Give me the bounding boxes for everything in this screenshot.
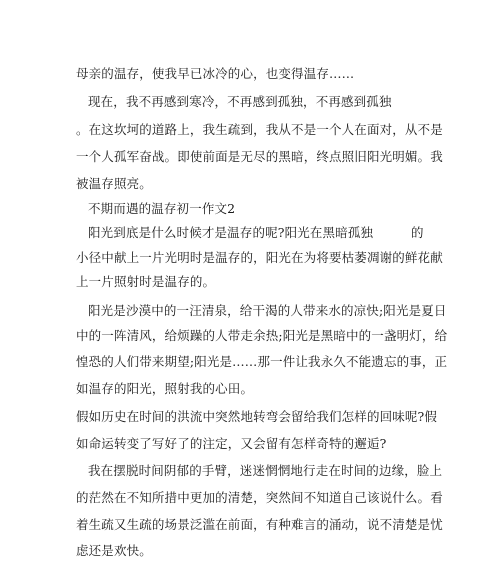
text-line-5: 被温存照亮。 [76, 176, 152, 191]
text-line-15: 如命运转变了写好了的注定，又会留有怎样奇特的邂逅? [76, 436, 387, 451]
text-line-19: 虑还是欢快。 [76, 543, 152, 558]
text-line-7: 阳光到底是什么时候才是温存的呢?阳光在黑暗孤独 [88, 225, 374, 240]
text-line-11: 中的一阵清风，给烦躁的人带走余热;阳光是黑暗中的一盏明灯，给 [76, 328, 448, 343]
text-line-12: 惶恐的人们带来期望;阳光是……那一件让我永久不能遗忘的事，正 [76, 354, 448, 369]
text-line-7-tail: 的 [411, 225, 424, 240]
text-line-17: 的茫然在不知所措中更加的清楚，突然间不知道自己该说什么。看 [76, 490, 443, 505]
text-line-2: 现在，我不再感到寒冷，不再感到孤独，不再感到孤独 [88, 94, 392, 109]
text-line-16: 我在摆脱时间阴郁的手臂，迷迷惘惘地行走在时间的边缘，脸上 [88, 463, 443, 478]
text-line-1: 母亲的温存，使我早已冰冷的心，也变得温存…… [76, 66, 355, 81]
text-line-18: 着生疏又生疏的场景泛滥在前面，有种难言的涌动，说不清楚是忧 [76, 517, 443, 532]
text-line-14: 假如历史在时间的洪流中突然地转弯会留给我们怎样的回味呢?假 [76, 409, 438, 424]
text-line-8: 小径中献上一片光明时是温存的，阳光在为将要枯萎凋谢的鲜花献 [76, 250, 443, 265]
text-line-3: 。在这坎坷的道路上，我生疏到，我从不是一个人在面对，从不是 [76, 122, 443, 137]
text-line-9: 上一片照射时是温存的。 [76, 274, 216, 289]
text-line-13: 如温存的阳光，照射我的心田。 [76, 381, 254, 396]
text-line-4: 一个人孤军奋战。即使前面是无尽的黑暗，终点照旧阳光明媚。我 [76, 149, 443, 164]
section-heading: 不期而遇的温存初一作文2 [88, 201, 236, 216]
text-line-10: 阳光是沙漠中的一汪清泉，给干渴的人带来水的凉快;阳光是夏日 [88, 303, 447, 318]
